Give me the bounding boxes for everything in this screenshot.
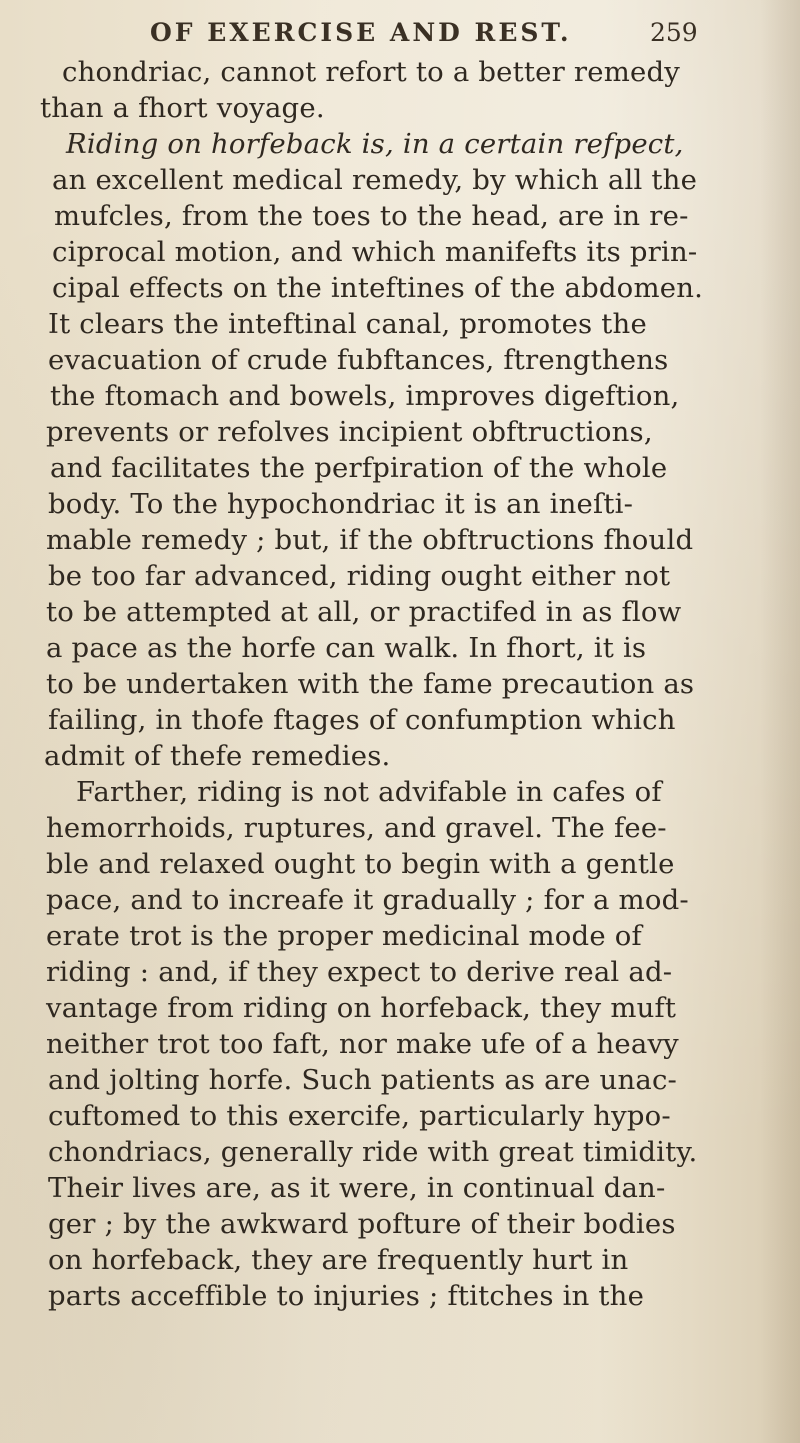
running-head <box>0 8 800 56</box>
text-line: Farther, riding is not advifable in cafes of <box>76 776 662 808</box>
text-line: the ftomach and bowels, improves digeftion, <box>50 380 680 412</box>
text-line: cuftomed to this exercife, particularly hypo- <box>48 1100 671 1132</box>
text-line: than a fhort voyage. <box>40 92 325 124</box>
text-line: neither trot too faft, nor make ufe of a heavy <box>46 1028 679 1060</box>
text-line: and facilitates the perfpiration of the whole <box>50 452 668 484</box>
text-line: riding : and, if they expect to derive real ad- <box>46 956 673 988</box>
text-line: vantage from riding on horfeback, they muft <box>46 992 677 1024</box>
text-line: and jolting horfe. Such patients as are unac- <box>48 1064 678 1096</box>
text-line: chondriacs, generally ride with great timidity. <box>48 1136 698 1168</box>
text-line: chondriac, cannot refort to a better remedy <box>62 56 681 88</box>
text-line: cipal effects on the inteftines of the abdomen. <box>52 272 704 304</box>
text-line: evacuation of crude fubftances, ftrengthens <box>48 344 669 376</box>
text-line: hemorrhoids, ruptures, and gravel. The fee- <box>46 812 667 844</box>
text-line: an excellent medical remedy, by which all the <box>52 164 698 196</box>
running-head-title: OF EXERCISE AND REST. <box>150 18 572 47</box>
text-line: pace, and to increafe it gradually ; for a mod- <box>46 884 689 916</box>
text-line: be too far advanced, riding ought either not <box>48 560 671 592</box>
text-line: Their lives are, as it were, in continual dan- <box>48 1172 666 1204</box>
text-line: Riding on horfeback is, in a certain refpect, <box>66 128 684 160</box>
text-line: to be undertaken with the fame precaution as <box>46 668 695 700</box>
text-line: prevents or refolves incipient obftructions, <box>46 416 653 448</box>
text-line: on horfeback, they are frequently hurt in <box>48 1244 629 1276</box>
text-line: admit of thefe remedies. <box>44 740 391 772</box>
text-line: ciprocal motion, and which manifefts its prin- <box>52 236 698 268</box>
text-line: a pace as the horfe can walk. In fhort, it is <box>46 632 647 664</box>
text-line: ger ; by the awkward pofture of their bodies <box>48 1208 676 1240</box>
page-number: 259 <box>650 18 698 47</box>
text-line: mable remedy ; but, if the obftructions fhould <box>46 524 694 556</box>
text-line: to be attempted at all, or practifed in as flow <box>46 596 682 628</box>
text-line: It clears the inteftinal canal, promotes the <box>48 308 647 340</box>
text-line: ble and relaxed ought to begin with a gentle <box>46 848 675 880</box>
text-line: erate trot is the proper medicinal mode of <box>46 920 642 952</box>
text-line: parts acceffible to injuries ; ftitches in the <box>48 1280 645 1312</box>
text-line: body. To the hypochondriac it is an ineſti- <box>48 488 634 520</box>
text-line: failing, in thofe ftages of confumption which <box>48 704 676 736</box>
text-line: mufcles, from the toes to the head, are in re- <box>54 200 689 232</box>
